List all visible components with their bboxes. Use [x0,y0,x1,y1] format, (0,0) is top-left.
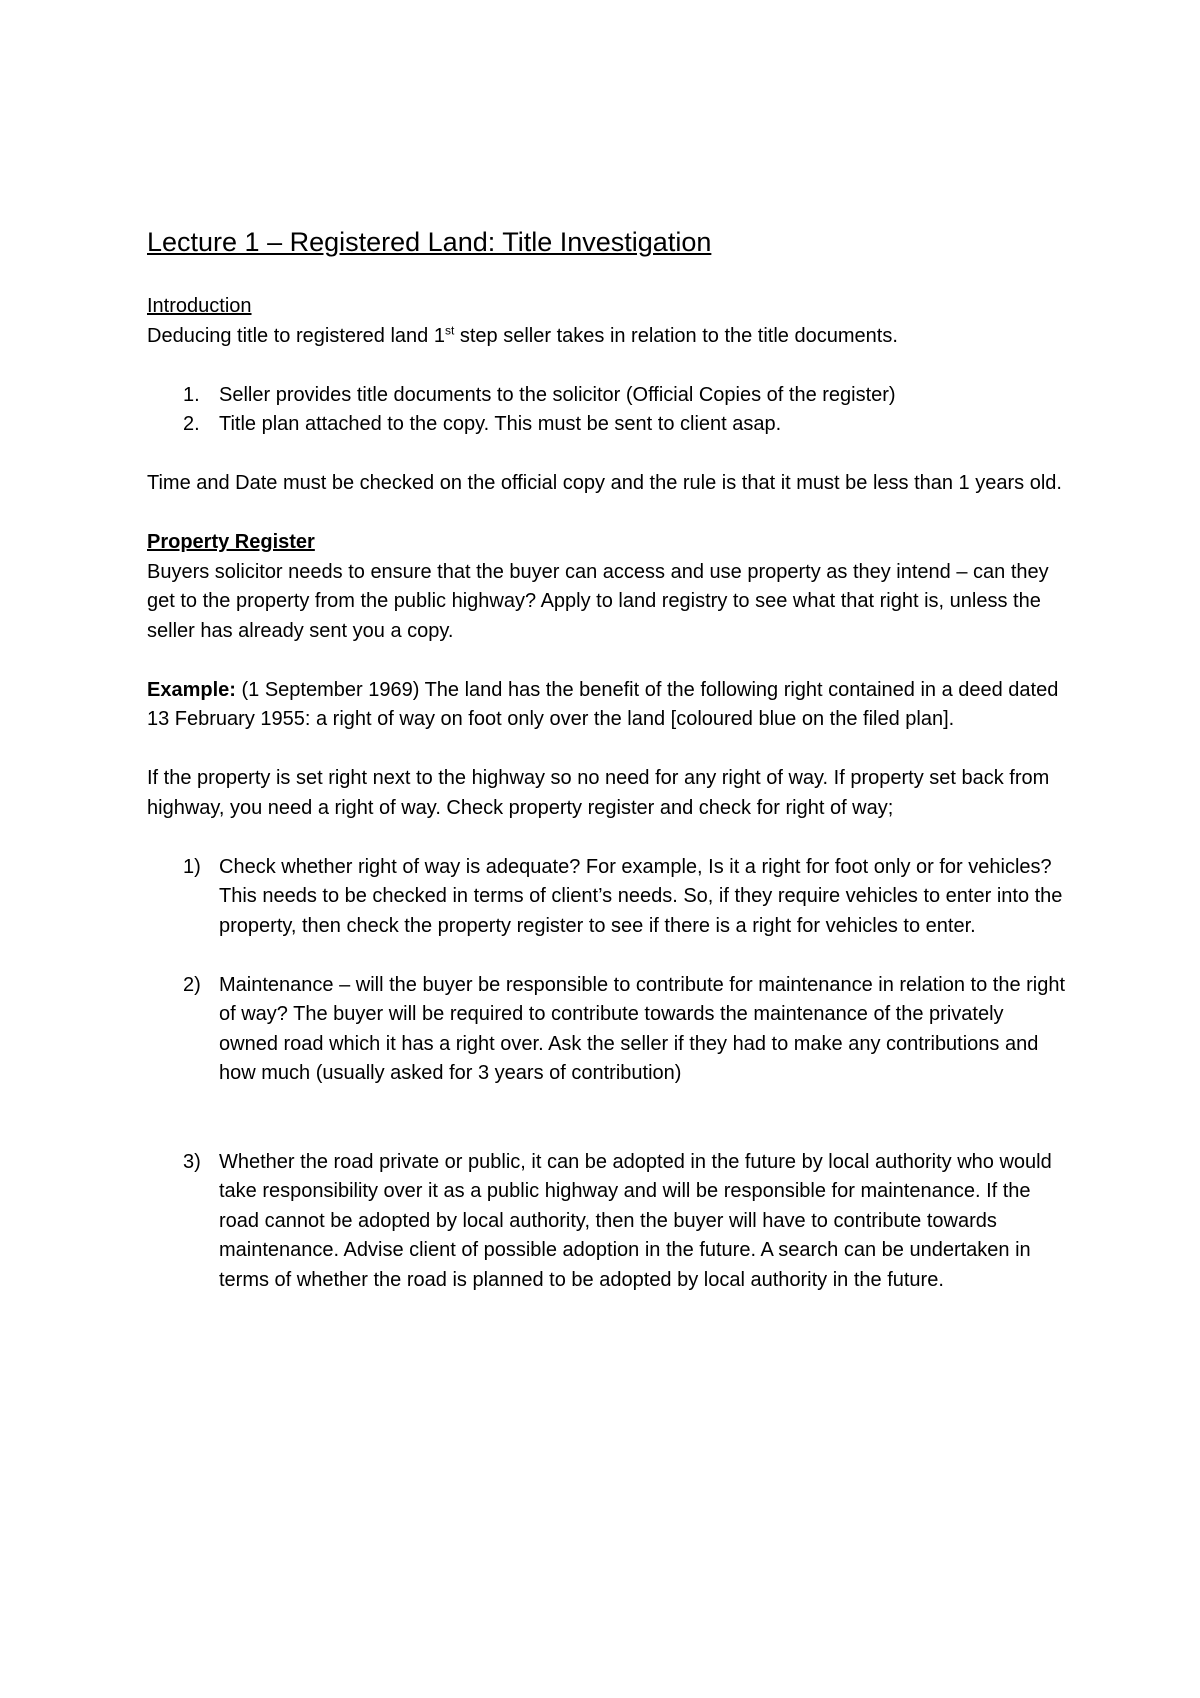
list-marker: 2. [183,413,200,435]
list-item [147,410,1067,440]
document-page [147,222,1067,1295]
list-marker: 1. [183,383,200,406]
highway-paragraph: If the property is set right next to the highway so no need for any right of way. If property set back from highway, you need a right of way. Check property register and check for right of way; [147,767,1050,819]
introduction-heading: Introduction [147,295,252,317]
introduction-text-end: step seller takes in relation to the title documents. [454,324,898,347]
list-item [147,381,1067,411]
list-item-text: Title plan attached to the copy. This must be sent to client asap. [219,413,782,435]
list-item [147,853,1067,942]
example-paragraph [147,676,1067,735]
list-item-text: Maintenance – will the buyer be responsible to contribute for maintenance in relation to the right of way? The buyer will be required to contribute towards the maintenance of the privately owned road which it has a right over. Ask the seller if they had to make any contributions and how much (usually asked for 3 years of contribution) [219,973,1066,1084]
ordinal-suffix: st [444,322,455,337]
introduction-text-start: Deducing title to registered land 1 [147,324,445,347]
example-text: (1 September 1969) The land has the benefit of the following right contained in a deed dated 13 February 1955: a right of way on foot only over the land [coloured blue on the filed plan]. [147,678,1059,730]
list-marker: 2) [183,973,201,996]
property-register-heading: Property Register [147,531,315,553]
title-documents-list [147,381,1067,440]
list-item [147,1148,1067,1296]
list-item-text: Check whether right of way is adequate? For example, Is it a right for foot only or for vehicles? This needs to be checked in terms of client’s needs. So, if they require vehicles to enter into the property, then check the property register to see if there is a right for vehicles to enter. [219,855,1063,937]
list-marker: 1) [183,855,201,878]
example-label: Example: [147,678,236,701]
right-of-way-checks-list-2 [147,971,1067,1089]
list-marker: 3) [183,1150,201,1173]
list-item [147,971,1067,1089]
right-of-way-checks-list-3 [147,1148,1067,1296]
list-item-text: Whether the road private or public, it can be adopted in the future by local authority who would take responsibility over it as a public highway and will be responsible for maintenance. If the road cannot be adopted by local authority, then the buyer will have to contribute towards maintenance. Advise client of possible adoption in the future. A search can be undertaken in terms of whether the road is planned to be adopted by local authority in the future. [219,1150,1052,1291]
document-title: Lecture 1 – Registered Land: Title Investigation [147,227,712,257]
list-item-text: Seller provides title documents to the solicitor (Official Copies of the register) [219,383,896,406]
time-date-note: Time and Date must be checked on the official copy and the rule is that it must be less than 1 years old. [147,472,1062,494]
right-of-way-checks-list [147,853,1067,942]
introduction-text [147,322,1067,352]
property-register-paragraph: Buyers solicitor needs to ensure that the buyer can access and use property as they intend – can they get to the property from the public highway? Apply to land registry to see what that right is, unless the seller has already sent you a copy. [147,560,1049,642]
